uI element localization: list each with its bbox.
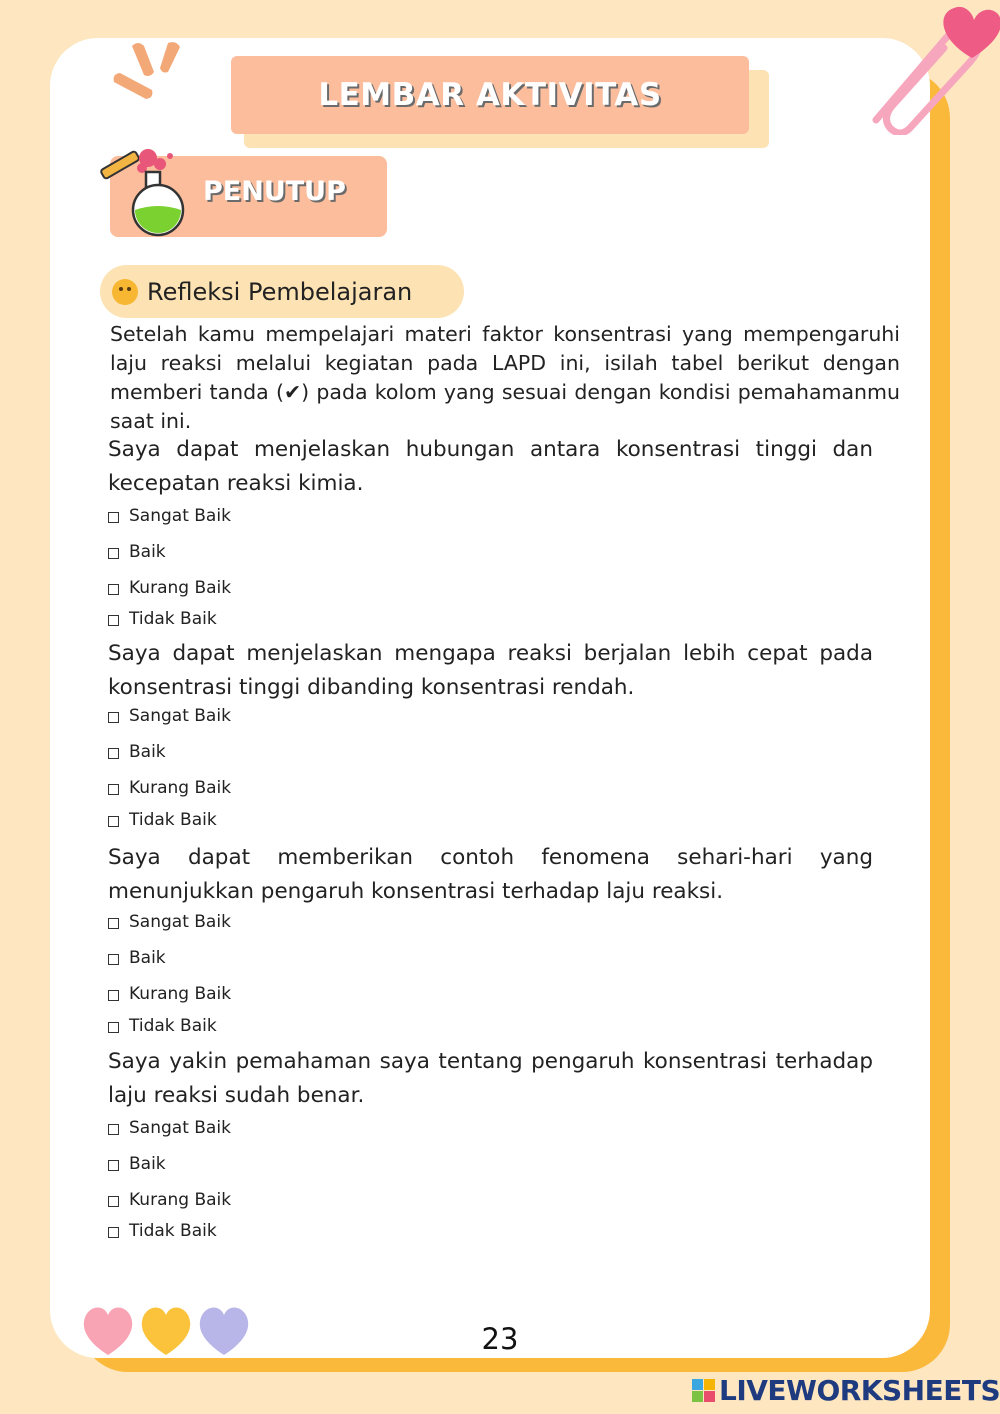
question-3: Saya dapat memberikan contoh fenomena sehari-hari yang menunjukkan pengaruh konsentrasi terhadap laju reaksi. (108, 845, 873, 904)
page-title: LEMBAR AKTIVITAS (318, 77, 662, 113)
checkbox-icon[interactable] (108, 1196, 119, 1207)
instructions-text: Setelah kamu mempelajari materi faktor konsentrasi yang mempengaruhi laju reaksi melalui kegiatan pada LAPD ini, isilah tabel berikut dengan memberi tanda (✔) pada kolom yang sesuai dengan kondisi pemahamanmu saat ini. (110, 322, 900, 433)
option-label: Tidak Baik (129, 609, 217, 629)
page-title-banner (231, 56, 749, 134)
q2-option-tidak-baik[interactable] (108, 810, 217, 830)
checkbox-icon[interactable] (108, 512, 119, 523)
flask-icon (98, 146, 193, 241)
q3-option-sangat-baik[interactable] (108, 912, 231, 932)
option-label: Sangat Baik (129, 506, 231, 526)
option-label: Baik (129, 542, 166, 562)
q1-option-kurang-baik[interactable] (108, 578, 231, 598)
section-title: PENUTUP (203, 176, 346, 207)
question-4: Saya yakin pemahaman saya tentang pengaruh konsentrasi terhadap laju reaksi sudah benar. (108, 1049, 873, 1108)
q3-option-kurang-baik[interactable] (108, 984, 231, 1004)
checkbox-icon[interactable] (108, 615, 119, 626)
q1-option-tidak-baik[interactable] (108, 609, 217, 629)
q2-option-kurang-baik[interactable] (108, 778, 231, 798)
checkbox-icon[interactable] (108, 748, 119, 759)
option-label: Baik (129, 948, 166, 968)
checkbox-icon[interactable] (108, 954, 119, 965)
q2-option-sangat-baik[interactable] (108, 706, 231, 726)
option-label: Sangat Baik (129, 706, 231, 726)
option-label: Baik (129, 742, 166, 762)
refleksi-heading-box (100, 265, 464, 318)
option-label: Kurang Baik (129, 778, 232, 798)
page-number: 23 (481, 1322, 519, 1356)
checkbox-icon[interactable] (108, 784, 119, 795)
option-label: Tidak Baik (129, 1221, 217, 1241)
question-2: Saya dapat menjelaskan mengapa reaksi berjalan lebih cepat pada konsentrasi tinggi dibanding konsentrasi rendah. (108, 641, 873, 700)
option-label: Sangat Baik (129, 912, 231, 932)
q4-option-baik[interactable] (108, 1154, 166, 1174)
option-label: Tidak Baik (129, 1016, 217, 1036)
option-label: Kurang Baik (129, 984, 232, 1004)
checkbox-icon[interactable] (108, 816, 119, 827)
checkbox-icon[interactable] (108, 1227, 119, 1238)
brand-watermark (692, 1374, 1000, 1407)
thinking-face-icon (112, 279, 138, 305)
option-label: Sangat Baik (129, 1118, 231, 1138)
q3-option-tidak-baik[interactable] (108, 1016, 217, 1036)
question-1: Saya dapat menjelaskan hubungan antara konsentrasi tinggi dan kecepatan reaksi kimia. (108, 437, 873, 496)
checkbox-icon[interactable] (108, 1022, 119, 1033)
sparkle-icon (110, 38, 195, 103)
q4-option-tidak-baik[interactable] (108, 1221, 217, 1241)
checkbox-icon[interactable] (108, 712, 119, 723)
paperclip-heart-icon (862, 0, 1000, 135)
checkbox-icon[interactable] (108, 548, 119, 559)
q3-option-baik[interactable] (108, 948, 166, 968)
checkbox-icon[interactable] (108, 1160, 119, 1171)
option-label: Baik (129, 1154, 166, 1174)
refleksi-heading: Refleksi Pembelajaran (147, 277, 413, 306)
option-label: Kurang Baik (129, 578, 232, 598)
q4-option-sangat-baik[interactable] (108, 1118, 231, 1138)
q1-option-baik[interactable] (108, 542, 166, 562)
option-label: Tidak Baik (129, 810, 217, 830)
checkbox-icon[interactable] (108, 918, 119, 929)
brand-logo-icon (692, 1379, 715, 1402)
checkbox-icon[interactable] (108, 990, 119, 1001)
q4-option-kurang-baik[interactable] (108, 1190, 231, 1210)
option-label: Kurang Baik (129, 1190, 232, 1210)
q2-option-baik[interactable] (108, 742, 166, 762)
checkbox-icon[interactable] (108, 1124, 119, 1135)
checkbox-icon[interactable] (108, 584, 119, 595)
q1-option-sangat-baik[interactable] (108, 506, 231, 526)
brand-name: LIVEWORKSHEETS (719, 1374, 1000, 1407)
